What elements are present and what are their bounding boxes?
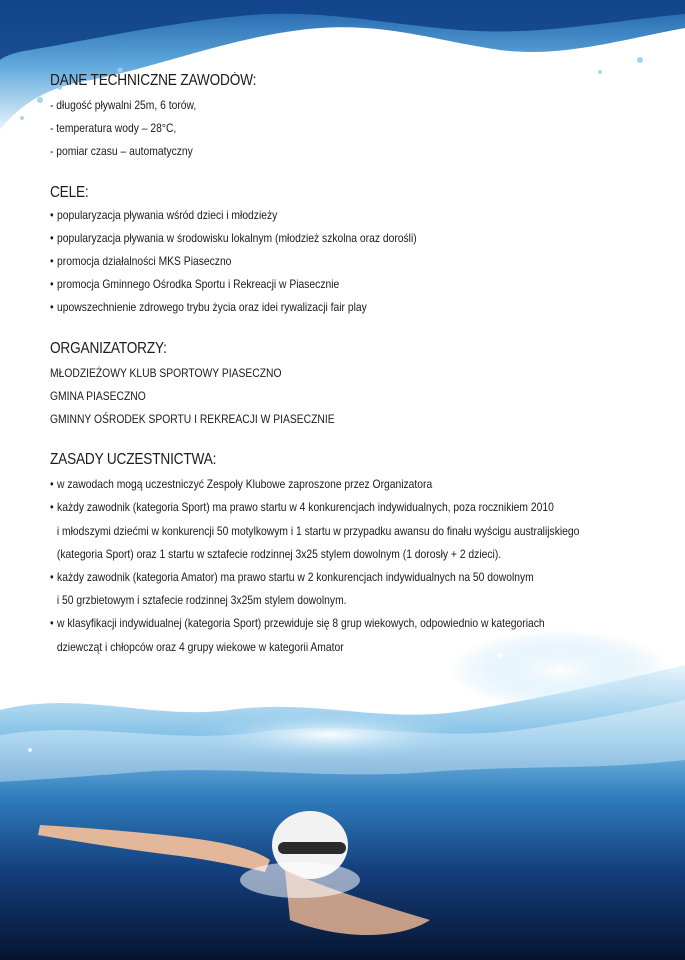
organizer-item: GMINA PIASECZNO: [50, 388, 146, 403]
rule-continuation: (kategoria Sport) oraz 1 startu w sztafecie rodzinnej 3x25 stylem dowolnym (1 dorosły + 2 dzieci).: [56, 546, 502, 561]
rules-heading: ZASADY UCZESTNICTWA:: [50, 451, 217, 469]
goal-item: • promocja działalności MKS Piaseczno: [50, 250, 557, 273]
technical-line-temperature: - temperatura wody – 28°C,: [50, 121, 177, 136]
goal-item: • popularyzacja pływania wśród dzieci i młodzieży: [50, 204, 557, 227]
rule-item: • każdy zawodnik (kategoria Amator) ma prawo startu w 2 konkurencjach indywidualnych na 50 dowolnym: [50, 566, 557, 589]
goals-section: [50, 184, 640, 320]
rules-section: [50, 451, 640, 659]
technical-line-pool: - długość pływalni 25m, 6 torów,: [50, 98, 197, 112]
goal-item: • upowszechnienie zdrowego trybu życia oraz idei rywalizacji fair play: [50, 296, 557, 319]
goals-heading: CELE:: [50, 183, 89, 201]
rule-item: • w klasyfikacji indywidualnej (kategoria Sport) przewiduje się 8 grup wiekowych, odpowiednio w kategoriach: [50, 612, 557, 635]
rule-item: • każdy zawodnik (kategoria Sport) ma prawo startu w 4 konkurencjach indywidualnych, poza rocznikiem 2010: [50, 496, 557, 519]
organizer-item: GMINNY OŚRODEK SPORTU I REKREACJI W PIASECZNIE: [50, 412, 335, 427]
technical-data-heading: DANE TECHNICZNE ZAWODÓW:: [50, 72, 257, 89]
poster-content: [50, 72, 640, 677]
goal-item: • promocja Gminnego Ośrodka Sportu i Rekreacji w Piasecznie: [50, 273, 557, 296]
rule-item: • w zawodach mogą uczestniczyć Zespoły Klubowe zaproszone przez Organizatora: [50, 473, 557, 496]
rule-continuation: i młodszymi dziećmi w konkurencji 50 motylkowym i 1 startu w przypadku awansu do finału wyścigu australijskiego: [56, 523, 580, 538]
technical-line-timing: - pomiar czasu – automatyczny: [50, 144, 193, 159]
organizers-heading: ORGANIZATORZY:: [50, 339, 167, 357]
organizers-section: [50, 340, 640, 432]
organizer-item: MŁODZIEŻOWY KLUB SPORTOWY PIASECZNO: [50, 365, 282, 380]
technical-data-section: [50, 72, 640, 164]
rule-continuation: dziewcząt i chłopców oraz 4 grupy wiekowe w kategorii Amator: [56, 639, 344, 654]
goal-item: • popularyzacja pływania w środowisku lokalnym (młodzież szkolna oraz dorośli): [50, 227, 557, 250]
rule-continuation: i 50 grzbietowym i sztafecie rodzinnej 3x25m stylem dowolnym.: [56, 593, 347, 608]
